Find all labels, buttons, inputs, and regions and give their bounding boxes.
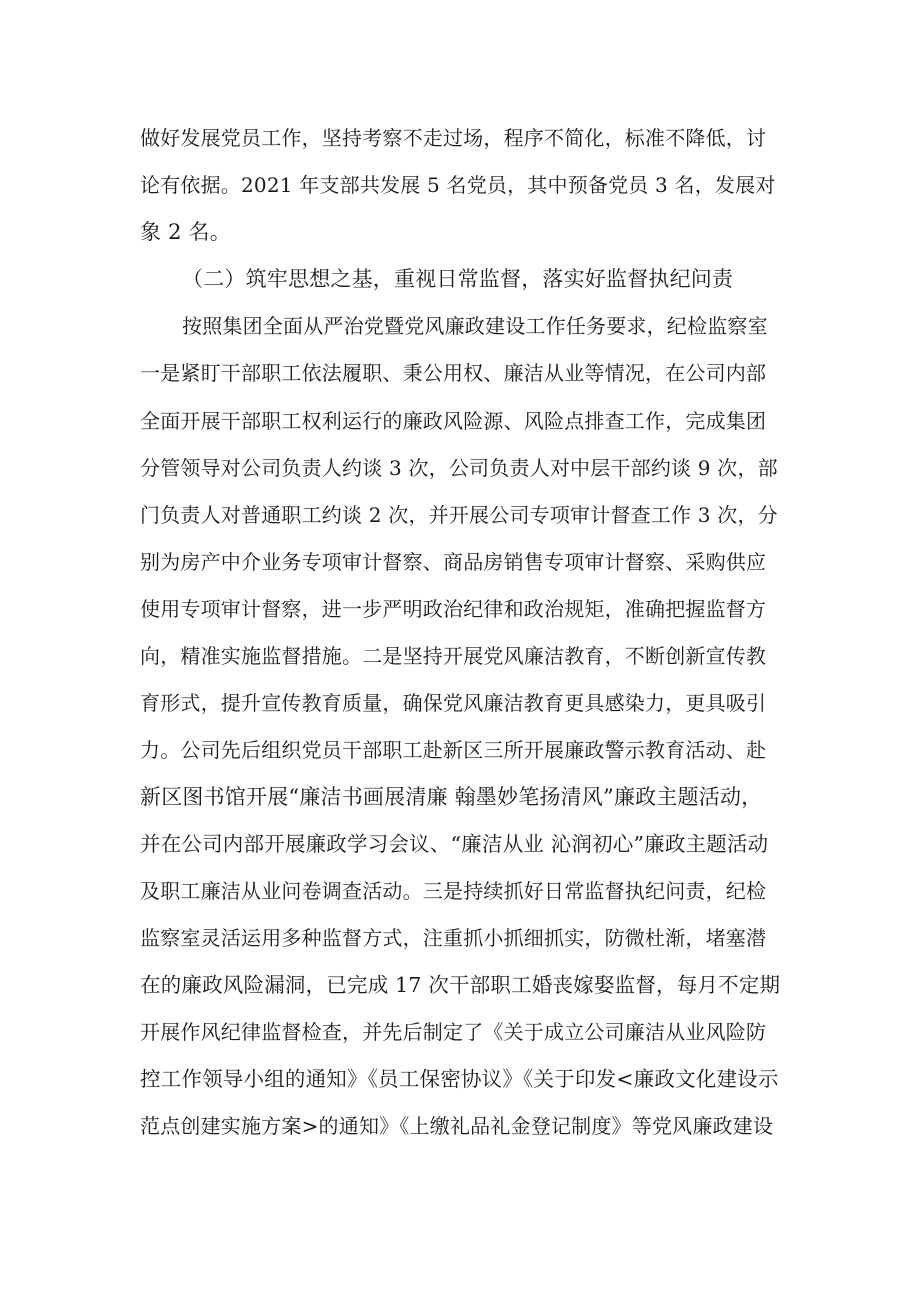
body-text-line: 门负责人对普通职工约谈 2 次，并开展公司专项审计督查工作 3 次，分 xyxy=(140,503,778,527)
body-text-line: 别为房产中介业务专项审计督察、商品房销售专项审计督察、采购供应 xyxy=(140,550,767,574)
body-text-line: 按照集团全面从严治党暨党风廉政建设工作任务要求，纪检监察室 xyxy=(182,314,768,338)
body-text-line: 做好发展党员工作，坚持考察不走过场，程序不简化，标准不降低，讨 xyxy=(140,126,767,150)
body-text-line: 使用专项审计督察，进一步严明政治纪律和政治规矩，准确把握监督方 xyxy=(140,597,767,621)
body-text-line: 控工作领导小组的通知》《员工保密协议》《关于印发<廉政文化建设示 xyxy=(140,1067,779,1091)
body-text-line: 力。公司先后组织党员干部职工赴新区三所开展廉政警示教育活动、赴 xyxy=(140,738,767,762)
body-text-line: 论有依据。2021 年支部共发展 5 名党员，其中预备党员 3 名，发展对 xyxy=(140,173,776,197)
body-text-line: 向，精准实施监督措施。二是坚持开展党风廉洁教育，不断创新宣传教 xyxy=(140,644,767,668)
body-text-line: 开展作风纪律监督检查，并先后制定了《关于成立公司廉洁从业风险防 xyxy=(140,1020,767,1044)
body-text-line: 及职工廉洁从业问卷调查活动。三是持续抓好日常监督执纪问责，纪检 xyxy=(140,879,767,903)
body-text-line: 全面开展干部职工权利运行的廉政风险源、风险点排查工作，完成集团 xyxy=(140,409,767,433)
body-text-line: 象 2 名。 xyxy=(140,220,231,244)
body-text-line: 范点创建实施方案>的通知》《上缴礼品礼金登记制度》等党风廉政建设 xyxy=(140,1114,774,1138)
body-text-line: 在的廉政风险漏洞，已完成 17 次干部职工婚丧嫁娶监督，每月不定期 xyxy=(140,973,781,997)
body-text-line: 新区图书馆开展“廉洁书画展清廉 翰墨妙笔扬清风”廉政主题活动， xyxy=(140,785,763,809)
body-text-line: 育形式，提升宣传教育质量，确保党风廉洁教育更具感染力，更具吸引 xyxy=(140,691,767,715)
body-text-line: 监察室灵活运用多种监督方式，注重抓小抓细抓实，防微杜渐，堵塞潜 xyxy=(140,926,767,950)
section-heading: （二）筑牢思想之基，重视日常监督，落实好监督执纪问责 xyxy=(182,267,734,291)
body-text-line: 并在公司内部开展廉政学习会议、“廉洁从业 沁润初心”廉政主题活动 xyxy=(140,832,769,856)
body-text-line: 一是紧盯干部职工依法履职、秉公用权、廉洁从业等情况，在公司内部 xyxy=(140,361,767,385)
body-text-line: 分管领导对公司负责人约谈 3 次，公司负责人对中层干部约谈 9 次，部 xyxy=(140,456,778,480)
